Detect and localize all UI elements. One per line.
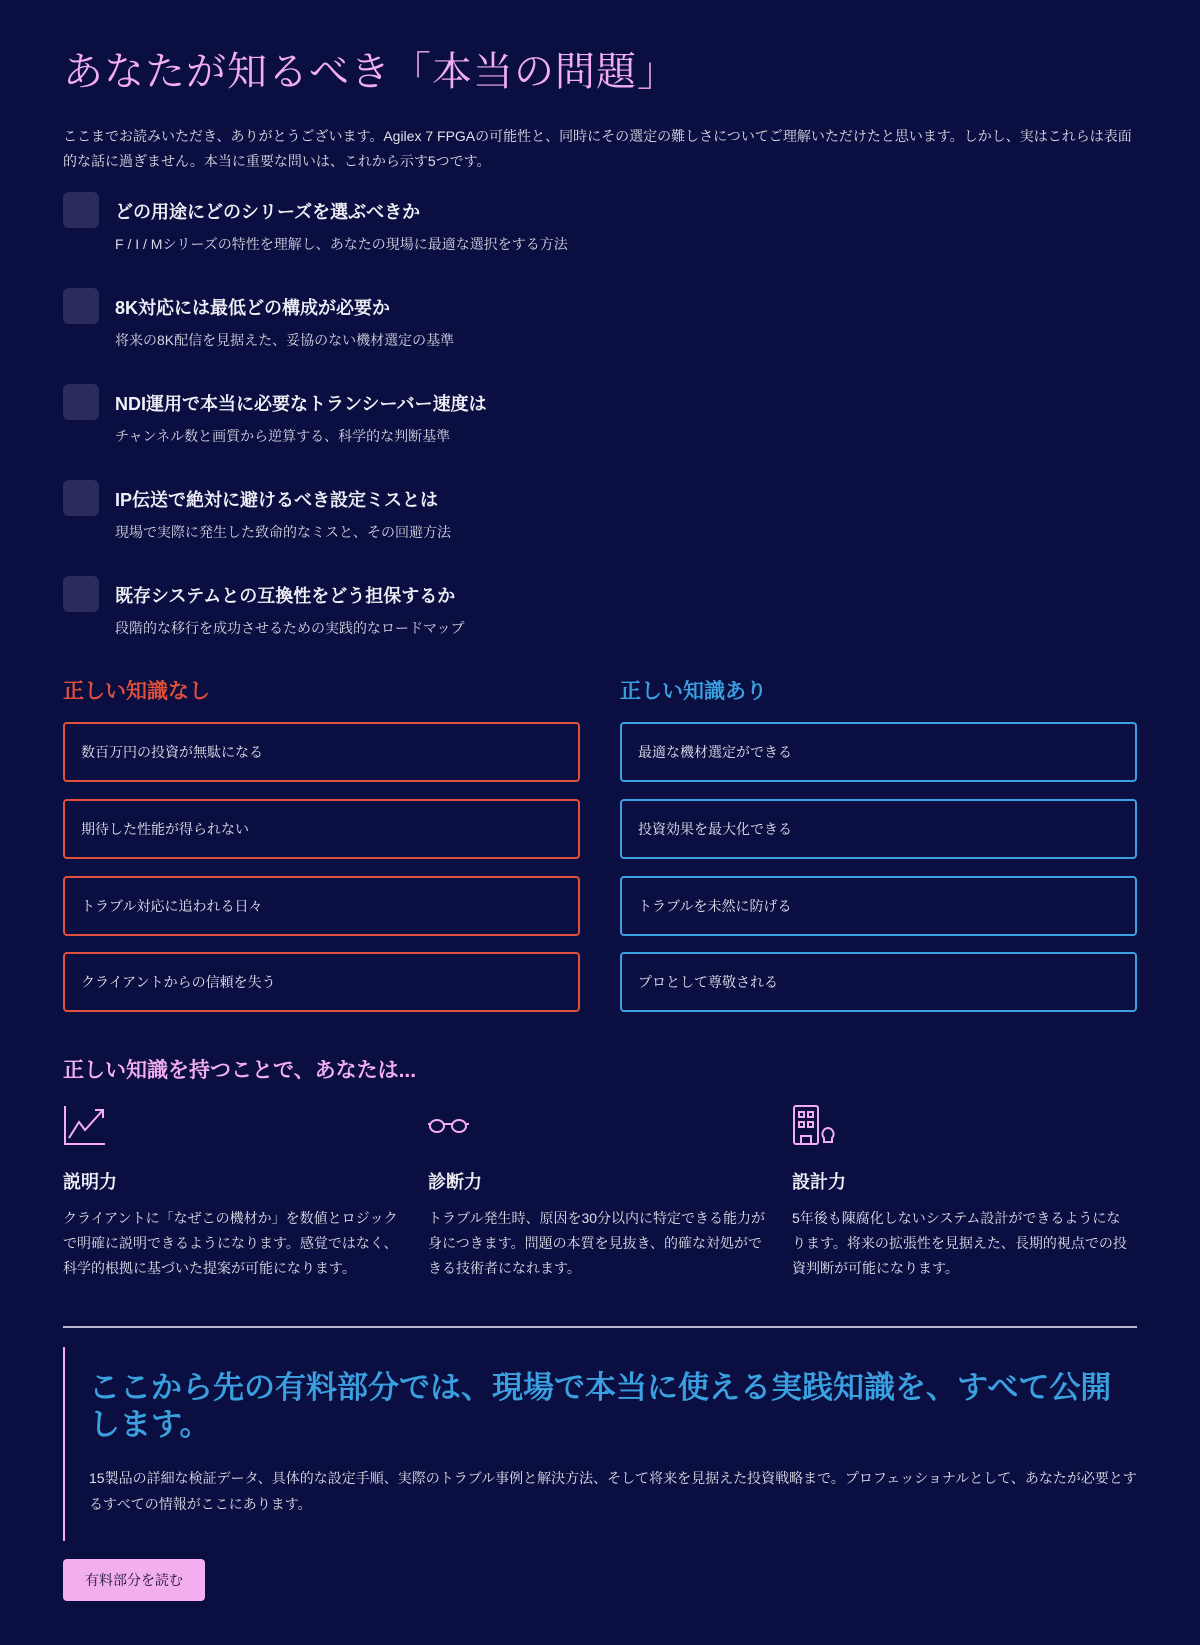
benefit-title: 設計力	[792, 1172, 846, 1192]
with-card: 投資効果を最大化できる	[620, 799, 1137, 859]
benefit-design	[792, 1104, 1132, 1281]
question-sub: 段階的な移行を成功させるための実践的なロードマップ	[115, 620, 465, 636]
question-title: NDI運用で本当に必要なトランシーバー速度は	[115, 394, 487, 414]
question-sub: F / I / Mシリーズの特性を理解し、あなたの現場に最適な選択をする方法	[115, 236, 568, 252]
with-card: トラブルを未然に防げる	[620, 876, 1137, 936]
page-title: あなたが知るべき「本当の問題」	[63, 50, 678, 94]
benefits-heading: 正しい知識を持つことで、あなたは...	[63, 1059, 417, 1082]
benefit-desc: 5年後も陳腐化しないシステム設計ができるようになります。将来の拡張性を見据えた、長期的視点での投資判断が可能になります。	[792, 1210, 1127, 1276]
question-sub: 現場で実際に発生した致命的なミスと、その回避方法	[115, 524, 451, 540]
without-card: トラブル対応に追われる日々	[63, 876, 580, 936]
benefit-diagnose	[428, 1104, 768, 1281]
benefit-title: 診断力	[428, 1172, 482, 1192]
with-card: プロとして尊敬される	[620, 952, 1137, 1012]
callout-heading: ここから先の有料部分では、現場で本当に使える実践知識を、すべて公開します。	[89, 1370, 1112, 1442]
question-title: 既存システムとの互換性をどう担保するか	[115, 586, 456, 606]
question-sub: チャンネル数と画質から逆算する、科学的な判断基準	[115, 428, 451, 444]
glasses-icon	[428, 1104, 472, 1148]
without-card: 数百万円の投資が無駄になる	[63, 722, 580, 782]
with-card: 最適な機材選定ができる	[620, 722, 1137, 782]
with-heading: 正しい知識あり	[620, 680, 767, 703]
question-title: どの用途にどのシリーズを選ぶべきか	[115, 202, 421, 222]
read-paid-button[interactable]: 有料部分を読む	[63, 1559, 205, 1601]
question-title: 8K対応には最低どの構成が必要か	[115, 298, 391, 318]
benefit-desc: トラブル発生時、原因を30分以内に特定できる能力が身につきます。問題の本質を見抜き、的確な対処ができる技術者になれます。	[428, 1210, 766, 1276]
checkbox[interactable]	[63, 576, 99, 612]
without-card: 期待した性能が得られない	[63, 799, 580, 859]
intro-text: ここまでお読みいただき、ありがとうございます。Agilex 7 FPGAの可能性と、同時にその選定の難しさについてご理解いただけたと思います。しかし、実はこれらは表面的な話に過ぎません。本当に重要な問いは、これから示す5つです。	[63, 128, 1132, 169]
question-title: IP伝送で絶対に避けるべき設定ミスとは	[115, 490, 439, 510]
benefit-title: 説明力	[63, 1172, 117, 1192]
checkbox[interactable]	[63, 288, 99, 324]
checkbox[interactable]	[63, 384, 99, 420]
checkbox[interactable]	[63, 192, 99, 228]
without-card: クライアントからの信頼を失う	[63, 952, 580, 1012]
benefit-explain	[63, 1104, 403, 1281]
without-heading: 正しい知識なし	[63, 680, 210, 703]
callout-desc: 15製品の詳細な検証データ、具体的な設定手順、実際のトラブル事例と解決方法、そして将来を見据えた投資戦略まで。プロフェッショナルとして、あなたが必要とするすべての情報がここにあります。	[89, 1470, 1137, 1512]
divider	[63, 1326, 1137, 1328]
building-bulb-icon	[792, 1104, 836, 1148]
checkbox[interactable]	[63, 480, 99, 516]
question-sub: 将来の8K配信を見据えた、妥協のない機材選定の基準	[115, 332, 455, 348]
benefit-desc: クライアントに「なぜこの機材か」を数値とロジックで明確に説明できるようになります。感覚ではなく、科学的根拠に基づいた提案が可能になります。	[63, 1210, 398, 1276]
chart-up-icon	[63, 1104, 107, 1148]
paid-callout	[63, 1347, 1137, 1541]
